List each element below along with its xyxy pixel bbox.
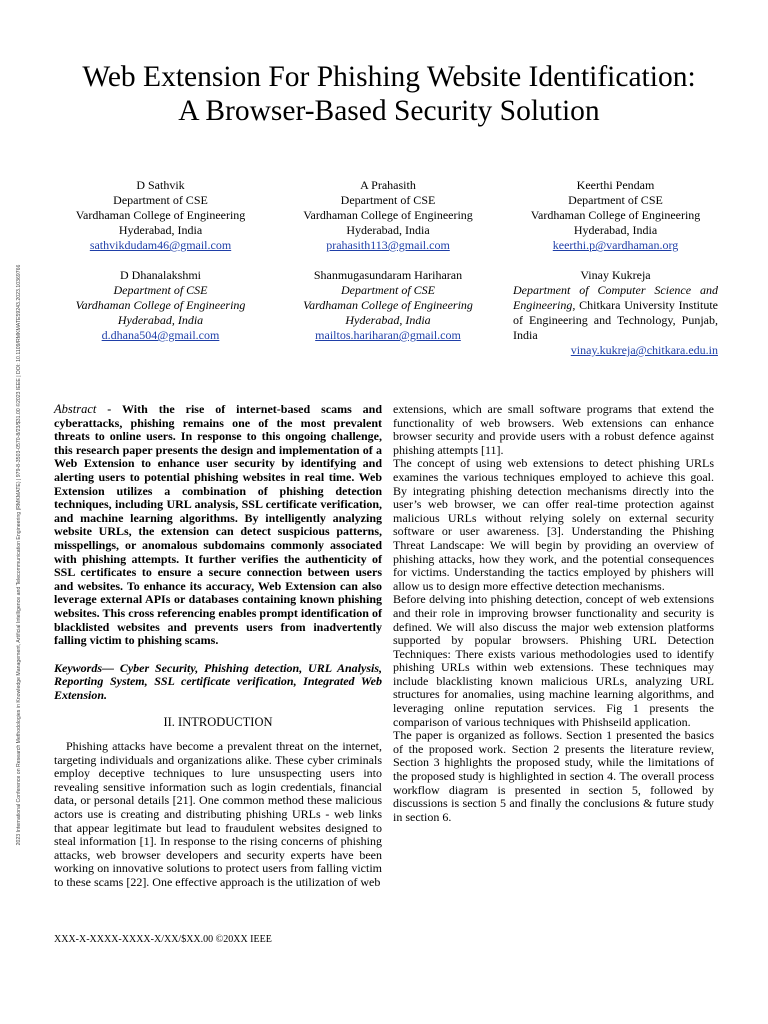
author-location: Hyderabad, India	[345, 313, 431, 327]
author-dept: Department of CSE	[568, 193, 663, 207]
copyright-footer: XXX-X-XXXX-XXXX-X/XX/$XX.00 ©20XX IEEE	[54, 934, 272, 945]
author-name: Keerthi Pendam	[576, 178, 655, 192]
body-paragraph: Before delving into phishing detection, concept of web extensions and their role in improving browser functionality and security is defined. We will also discuss the major web extension platforms supported by popular browsers. Phishing URL Detection Techniques: There exists various methodologies used to identify phishing URLs within web extensions. These techniques may include blacklisting known malicious URLs, analyzing URL structures for anomalies, using machine learning algorithms, and leveraging online reputation services. Fig 1 presents the comparison of various techniques with Phishseild application.	[393, 592, 714, 729]
title-line-2: A Browser-Based Security Solution	[178, 95, 600, 127]
author-location: Hyderabad, India	[346, 223, 430, 237]
title-line-1: Web Extension For Phishing Website Identification:	[82, 61, 696, 93]
body-paragraph: The concept of using web extensions to detect phishing URLs examines the various techniques employed to achieve this goal. By integrating phishing detection mechanisms directly into the user’s web browser, we can offer real-time protection against malicious URLs without relying solely on external security software or user awareness. [3]. Understanding the Phishing Threat Landscape: We will begin by providing an overview of phishing attacks, how they work, and the potential consequences for victims. Understanding the tactics employed by phishers will allow us to design more effective detection mechanisms.	[393, 456, 714, 593]
author-affiliation: Vardhaman College of Engineering	[75, 208, 246, 222]
author-name: D Dhanalakshmi	[120, 268, 201, 282]
body-paragraph: The paper is organized as follows. Section 1 presented the basics of the proposed work. Section 2 presents the literature review, Section 3 highlights the proposed study, while the limitations of the proposed study is highlighted in section 4. The overall process workflow diagram is presented in section 5, followed by discussions is section 5 and finally the conclusions & future study in section 6.	[393, 728, 714, 824]
author-4	[58, 268, 263, 358]
author-affiliation-wrap	[513, 283, 718, 342]
author-dept: Department of CSE	[113, 193, 208, 207]
keywords: Keywords— Cyber Security, Phishing detection, URL Analysis, Reporting System, SSL certificate verification, Integrated Web Extension.	[54, 660, 382, 702]
side-strip	[14, 160, 24, 950]
author-email-link[interactable]: mailtos.hariharan@gmail.com	[315, 328, 461, 342]
author-affiliation: Vardhaman College of Engineering	[75, 298, 246, 312]
side-strip-text: 2023 International Conference on Research Methodologies in Knowledge Management, Artificial Intelligence and Telecommunication Engineering (RMKMATE) | 979-8-3503-0570-8/23/$31.00 ©2023 IEEE | DOI: 10.1109/RMKMATE59243.2023.10369766	[16, 264, 22, 846]
author-1	[58, 178, 263, 253]
author-email-link[interactable]: sathvikdudam46@gmail.com	[89, 238, 232, 252]
author-email-link[interactable]: vinay.kukreja@chitkara.edu.in	[570, 343, 718, 357]
author-affiliation: Vardhaman College of Engineering	[303, 298, 473, 312]
author-email-link[interactable]: keerthi.p@vardhaman.org	[552, 238, 679, 252]
author-location: Hyderabad, India	[573, 223, 658, 237]
author-dept: Department of CSE	[341, 283, 435, 297]
author-name: D Sathvik	[136, 178, 185, 192]
abstract-label: Abstract	[54, 402, 97, 416]
author-location: Hyderabad, India	[118, 223, 203, 237]
author-location: Hyderabad, India	[117, 313, 204, 327]
introduction-paragraph: Phishing attacks have become a prevalent threat on the internet, targeting individuals and organizations alike. These cyber criminals employ deceptive techniques to lure unsuspecting users into revealing sensitive information such as login credentials, financial data, or personal details [21]. One common method these malicious actors use is creating and distributing phishing URLs - web links that appear legitimate but lead to fraudulent websites designed to steal information [1]. In response to the rising concerns of phishing attacks, web browser developers and security experts have been working on innovative solutions to protect users from falling victim to these scams [22]. One effective approach is the utilization of web	[54, 739, 382, 889]
author-row-2	[58, 268, 718, 358]
author-name: Vinay Kukreja	[580, 268, 651, 282]
author-name: Shanmugasundaram Hariharan	[313, 268, 463, 282]
author-block	[58, 178, 718, 358]
abstract-text: - With the rise of internet-based scams and cyberattacks, phishing remains one of the most prevalent threats to online users. In response to this ongoing challenge, this research paper presents the design and implementation of a Web Extension to enhance user security by identifying and alerting users to potential phishing websites in real time. Web Extension utilizes a combination of phishing detection techniques, including URL analysis, SSL certificate verification, and machine learning algorithms. By intelligently analyzing website URLs, the extension can detect suspicious patterns, misspellings, or anomalous subdomains commonly associated with phishing attempts. It further verifies the authenticity of SSL certificates to ensure a secure connection between users and websites. To enhance its accuracy, Web Extension can also leverage external APIs or databases containing known phishing websites. This cross referencing enables prompt identification of blacklisted websites and prevents users from inadvertently falling victim to phishing scams.	[54, 402, 383, 648]
abstract	[54, 403, 382, 648]
paper-title	[40, 60, 738, 128]
author-3	[513, 178, 718, 253]
author-5	[286, 268, 491, 358]
author-6	[513, 268, 718, 358]
section-heading-introduction: II. INTRODUCTION	[163, 715, 273, 730]
right-column	[393, 403, 714, 824]
author-name: A Prahasith	[360, 178, 416, 192]
author-email-link[interactable]: prahasith113@gmail.com	[326, 238, 450, 252]
author-dept: Department of Computer Science and Engineering,	[513, 283, 718, 312]
author-dept: Department of CSE	[113, 283, 208, 297]
author-affiliation: Vardhaman College of Engineering	[303, 208, 473, 222]
body-paragraph: extensions, which are small software programs that extend the functionality of web browsers. Web extensions can enhance browser security and provide users with a robust defence against phishing attempts [11].	[393, 402, 714, 457]
author-2	[286, 178, 491, 253]
author-affiliation: Chitkara University Institute of Engineering and Technology, Punjab, India	[513, 298, 719, 342]
left-column	[54, 403, 382, 890]
author-row-1	[58, 178, 718, 253]
author-affiliation: Vardhaman College of Engineering	[530, 208, 701, 222]
author-dept: Department of CSE	[340, 193, 436, 207]
author-email-link[interactable]: d.dhana504@gmail.com	[101, 328, 220, 342]
